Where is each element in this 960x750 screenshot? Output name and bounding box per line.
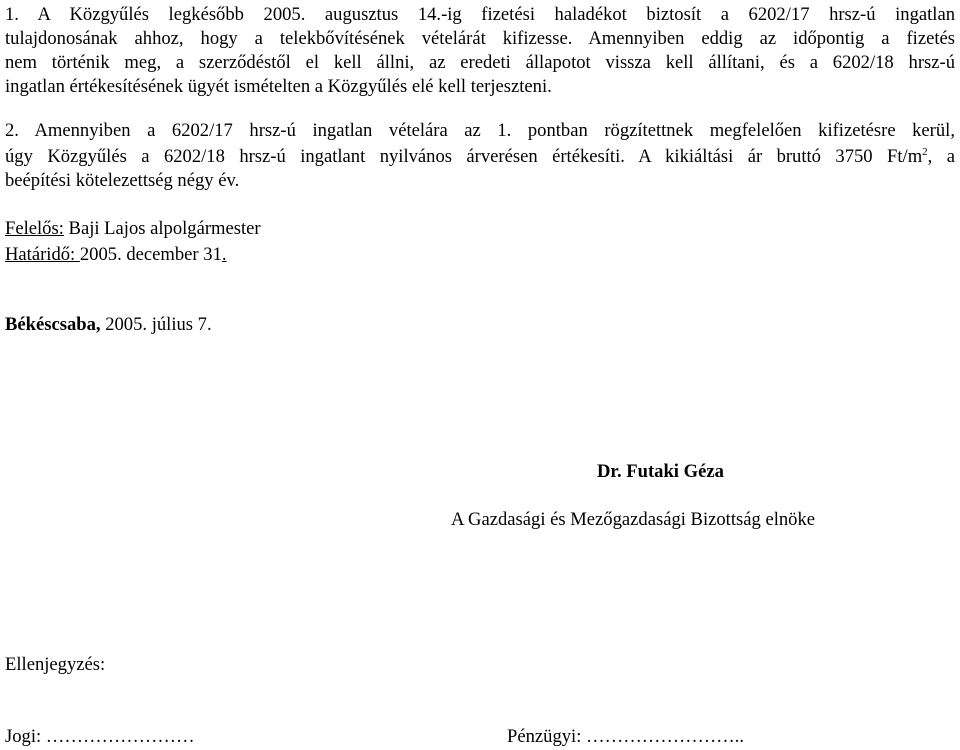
deadline-value: 2005. december 31 [79,244,222,265]
point-2-line-3: beépítési kötelezettség négy év. [5,170,240,191]
point-1-line-3: nem történik meg, a szerződéstől el kell állni, az eredeti állapotot vissza kell állítani, és a 6202/18 hrsz-ú [5,52,955,73]
countersign-legal: Jogi: …………………… [5,726,195,747]
place-city: Békéscsaba, [5,314,101,335]
point-2-line-2-tail: , a [927,146,955,167]
point-2-line-2 [5,146,955,168]
responsible-label: Felelős: [5,218,64,239]
point-1-line-2: tulajdonosának ahhoz, hogy a telekbővítésének vételárát kifizesse. Amennyiben eddig az időpontig a fizetés [5,28,955,49]
point-1-line-1: 1. A Közgyűlés legkésőbb 2005. augusztus 14.-ig fizetési haladékot biztosít a 6202/17 hrsz-ú ingatlan [5,4,955,25]
superscript-2: 2 [922,146,928,158]
place-date-line [5,314,212,336]
signatory-title: A Gazdasági és Mezőgazdasági Bizottság elnöke [451,509,816,530]
place-date: 2005. július 7. [100,314,212,335]
responsible-value: Baji Lajos alpolgármester [63,218,261,239]
deadline-dot: . [221,244,227,265]
responsible-line [5,218,261,240]
deadline-label: Határidő: [5,244,80,265]
point-2-line-2-text: úgy Közgyűlés a 6202/18 hrsz-ú ingatlant nyilvános árverésen értékesíti. A kikiáltási ár bruttó 3750 Ft/m [5,146,923,167]
point-1-line-4: ingatlan értékesítésének ügyét ismételten a Közgyűlés elé kell terjeszteni. [5,76,552,97]
deadline-line [5,244,227,266]
countersign-heading: Ellenjegyzés: [5,654,106,675]
signatory-name: Dr. Futaki Géza [597,461,724,482]
countersign-finance: Pénzügyi: …………………….. [507,726,745,747]
point-2-line-1: 2. Amennyiben a 6202/17 hrsz-ú ingatlan vételára az 1. pontban rögzítettnek megfelelően kifizetésre kerül, [5,120,955,141]
